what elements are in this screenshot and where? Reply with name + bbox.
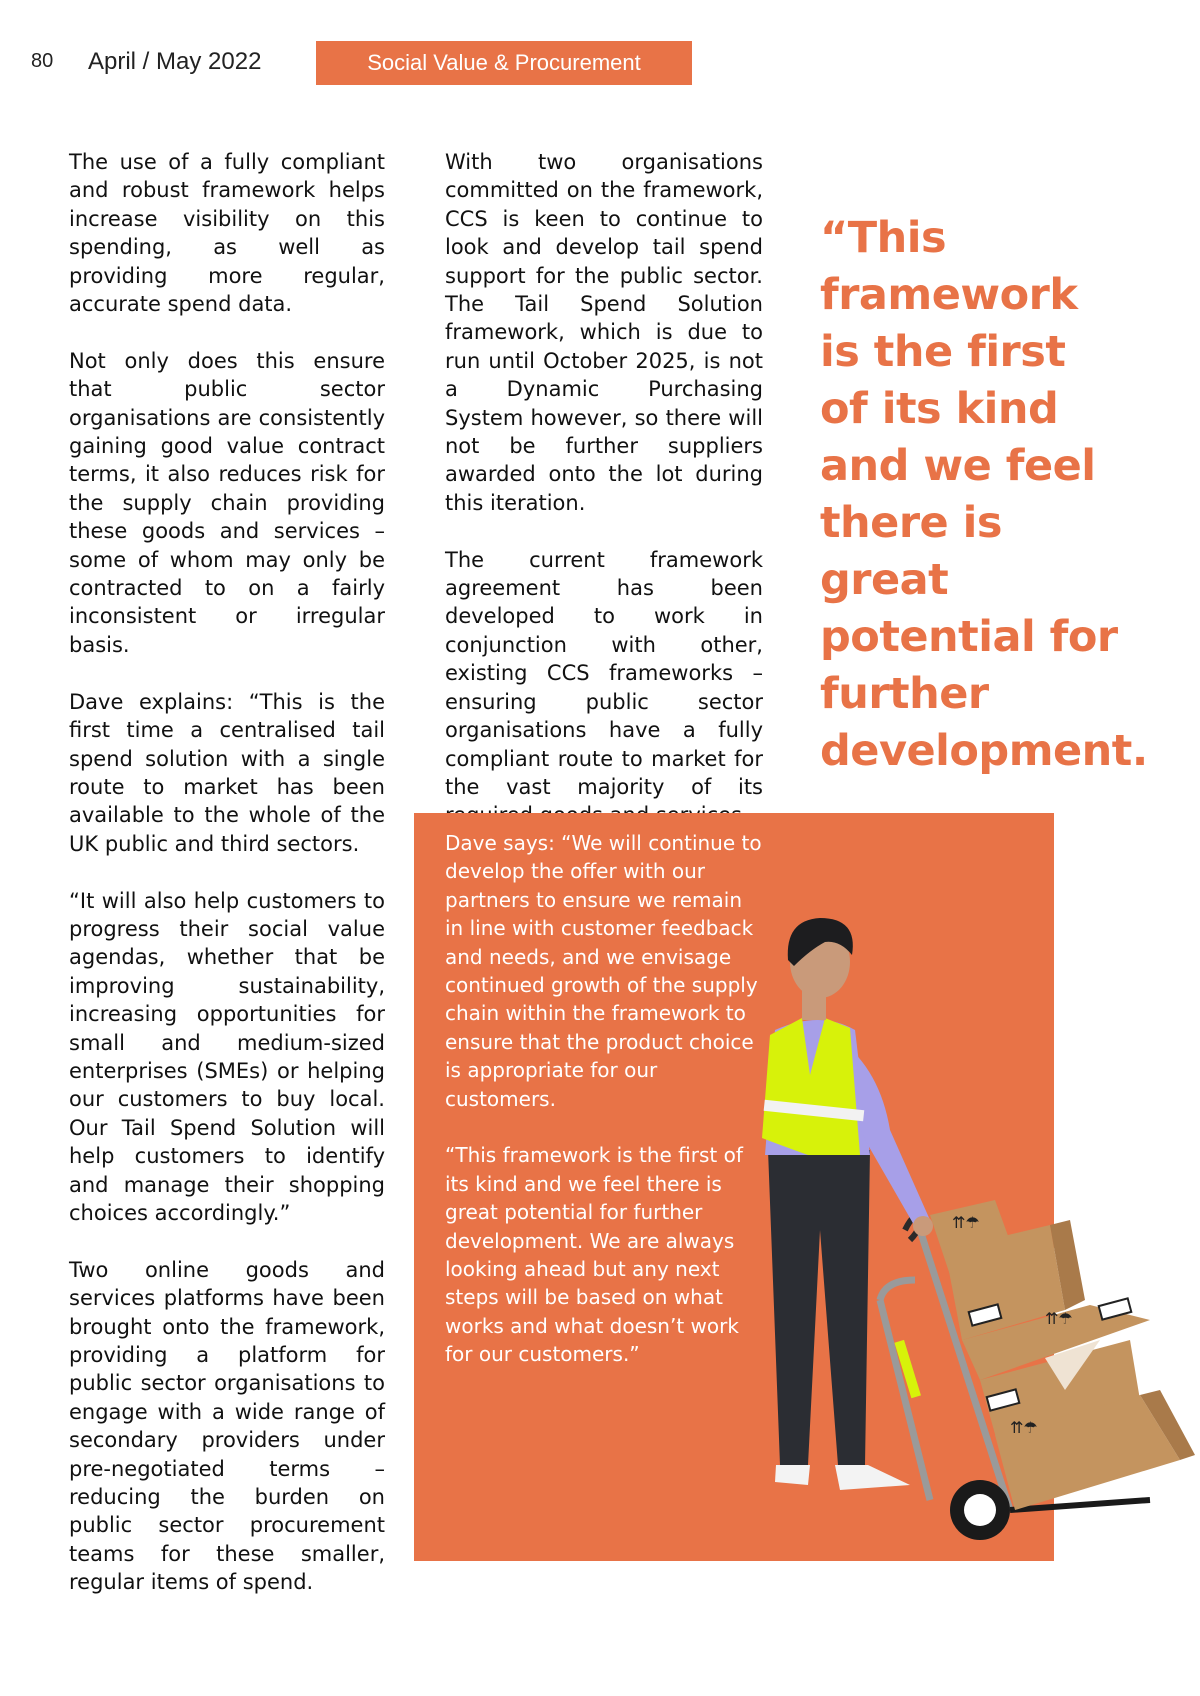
pull-quote: “This framework is the first of its kind and we feel there is great potential for further development. bbox=[820, 213, 1148, 776]
box-paragraph-1: Dave says: “We will continue to develop the offer with our partners to ensure we remain in line with customer feedback and needs, and we envisage continued growth of the supply chain within the framework to ensure that the product choice is appropriate for our customers. bbox=[445, 831, 762, 1111]
box-column bbox=[445, 829, 763, 1397]
svg-text:⇈☂: ⇈☂ bbox=[1010, 1418, 1038, 1437]
left-paragraph-3: Dave explains: “This is the first time a centralised tail spend solution with a single route to market has been available to the whole of the UK public and third sectors. bbox=[69, 689, 385, 856]
left-column bbox=[69, 148, 385, 1625]
middle-paragraph-1: With two organisations committed on the framework, CCS is keen to continue to look and develop tail spend support for the public sector. The Tail Spend Solution framework, which is due to run until October 2025, is not a Dynamic Purchasing System however, so there will not be further suppliers awarded onto the lot during this iteration. bbox=[445, 150, 763, 515]
middle-column bbox=[445, 148, 763, 858]
left-paragraph-1: The use of a fully compliant and robust framework helps increase visibility on this spending, as well as providing more regular, accurate spend data. bbox=[69, 150, 385, 317]
svg-text:⇈☂: ⇈☂ bbox=[952, 1213, 980, 1232]
left-paragraph-5: Two online goods and services platforms have been brought onto the framework, providing a platform for public sector organisations to engage with a wide range of secondary providers under pre-negotiated terms – reducing the burden on public sector procurement teams for these smaller, regular items of spend. bbox=[69, 1257, 385, 1595]
middle-paragraph-2: The current framework agreement has been developed to work in conjunction with other, existing CCS frameworks – ensuring public sector organisations have a fully compliant route to market for the vast majority of its bbox=[445, 547, 763, 799]
box-paragraph-2: “This framework is the first of its kind and we feel there is great potential for further development. We are always looking ahead but any next steps will be based on what works and what doesn’t work for our customers.” bbox=[445, 1143, 743, 1367]
left-paragraph-4: “It will also help customers to progress their social value agendas, whether that be improving sustainability, increasing opportunities for small and medium-sized enterprises (SMEs) or helping our customers to buy local. Our Tail Spend Solution will help customers to identify and manage their shopping choices accordingly.” bbox=[69, 888, 385, 1225]
page-number: 80 bbox=[31, 50, 54, 72]
svg-text:⇈☂: ⇈☂ bbox=[1045, 1309, 1073, 1328]
boxes-icon bbox=[930, 1200, 1195, 1510]
left-paragraph-2: Not only does this ensure that public sector organisations are consistently gaining good value contract terms, it also reduces risk for the supply chain providing these goods and services – some of whom may only be contracted to on a fairly inconsistent or irregular basis. bbox=[69, 348, 385, 657]
issue-date: April / May 2022 bbox=[88, 48, 262, 75]
wheel-icon bbox=[950, 1480, 1010, 1540]
section-tag: Social Value & Procurement bbox=[316, 41, 692, 85]
